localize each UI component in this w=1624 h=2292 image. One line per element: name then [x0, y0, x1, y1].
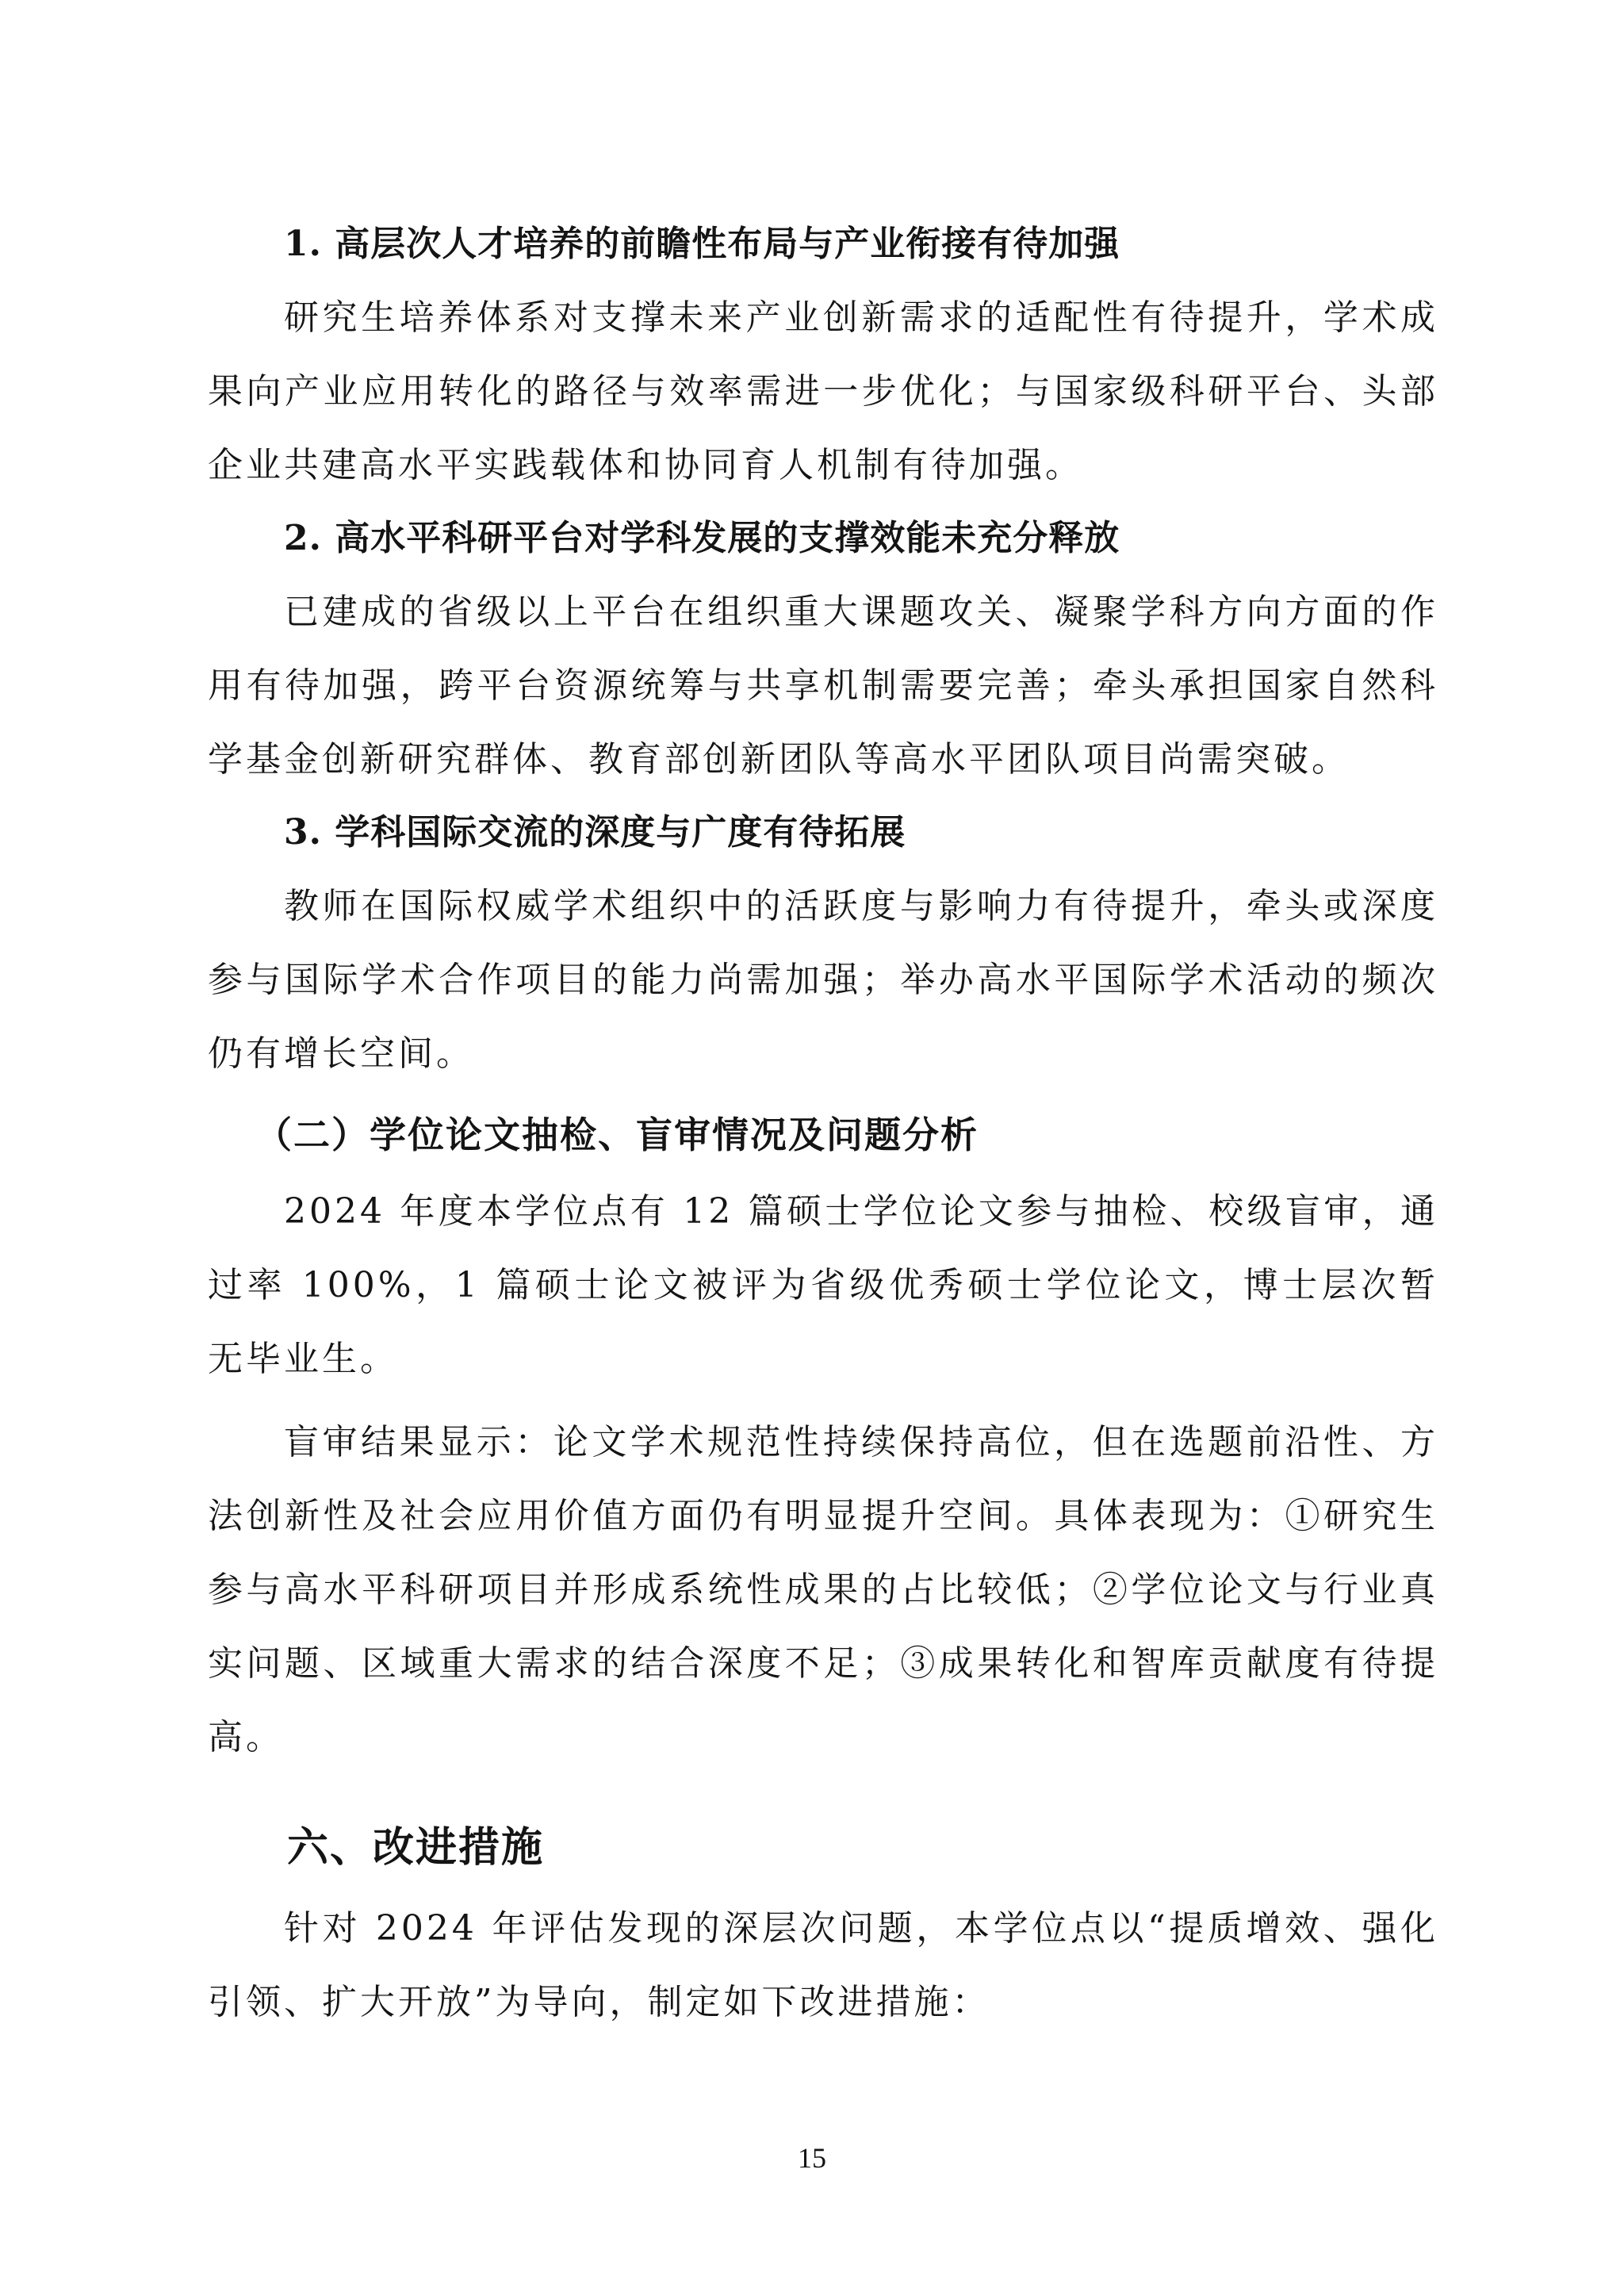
paragraph: 研究生培养体系对支撑未来产业创新需求的适配性有待提升，学术成果向产业应用转化的路径与效率需进一步优化；与国家级科研平台、头部企业共建高水平实践载体和协同育人机制有待加强。	[208, 297, 1438, 485]
chapter-heading-improvements: 六、改进措施	[287, 1824, 545, 1872]
paragraph: 已建成的省级以上平台在组织重大课题攻关、凝聚学科方向方面的作用有待加强，跨平台资源统筹与共享机制需要完善；牵头承担国家自然科学基金创新研究群体、教育部创新团队等高水平团队项目尚需突破。	[208, 592, 1438, 780]
section-heading-thesis-review: （二）学位论文抽检、盲审情况及问题分析	[255, 1113, 979, 1156]
document-page	[208, 208, 1438, 2039]
subsection-heading-3: 3. 学科国际交流的深度与广度有待拓展	[284, 812, 906, 853]
spacer	[208, 1396, 1438, 1405]
paragraph: 2024 年度本学位点有 12 篇硕士学位论文参与抽检、校级盲审，通过率 100%，1 篇硕士论文被评为省级优秀硕士学位论文，博士层次暂无毕业生。	[208, 1191, 1438, 1379]
subsection-heading-2: 2. 高水平科研平台对学科发展的支撑效能未充分释放	[284, 518, 1120, 558]
paragraph: 教师在国际权威学术组织中的活跃度与影响力有待提升，牵头或深度参与国际学术合作项目的能力尚需加强；举办高水平国际学术活动的频次仍有增长空间。	[208, 886, 1438, 1074]
subsection-heading-1: 1. 高层次人才培养的前瞻性布局与产业衔接有待加强	[284, 224, 1120, 264]
paragraph: 针对 2024 年评估发现的深层次问题，本学位点以“提质增效、强化引领、扩大开放”为导向，制定如下改进措施：	[208, 1908, 1438, 2022]
page-number: 15	[798, 2142, 826, 2174]
paragraph: 盲审结果显示：论文学术规范性持续保持高位，但在选题前沿性、方法创新性及社会应用价值方面仍有明显提升空间。具体表现为：①研究生参与高水平科研项目并形成系统性成果的占比较低；②学位论文与行业真实问题、区域重大需求的结合深度不足；③成果转化和智库贡献度有待提高。	[208, 1422, 1438, 1757]
